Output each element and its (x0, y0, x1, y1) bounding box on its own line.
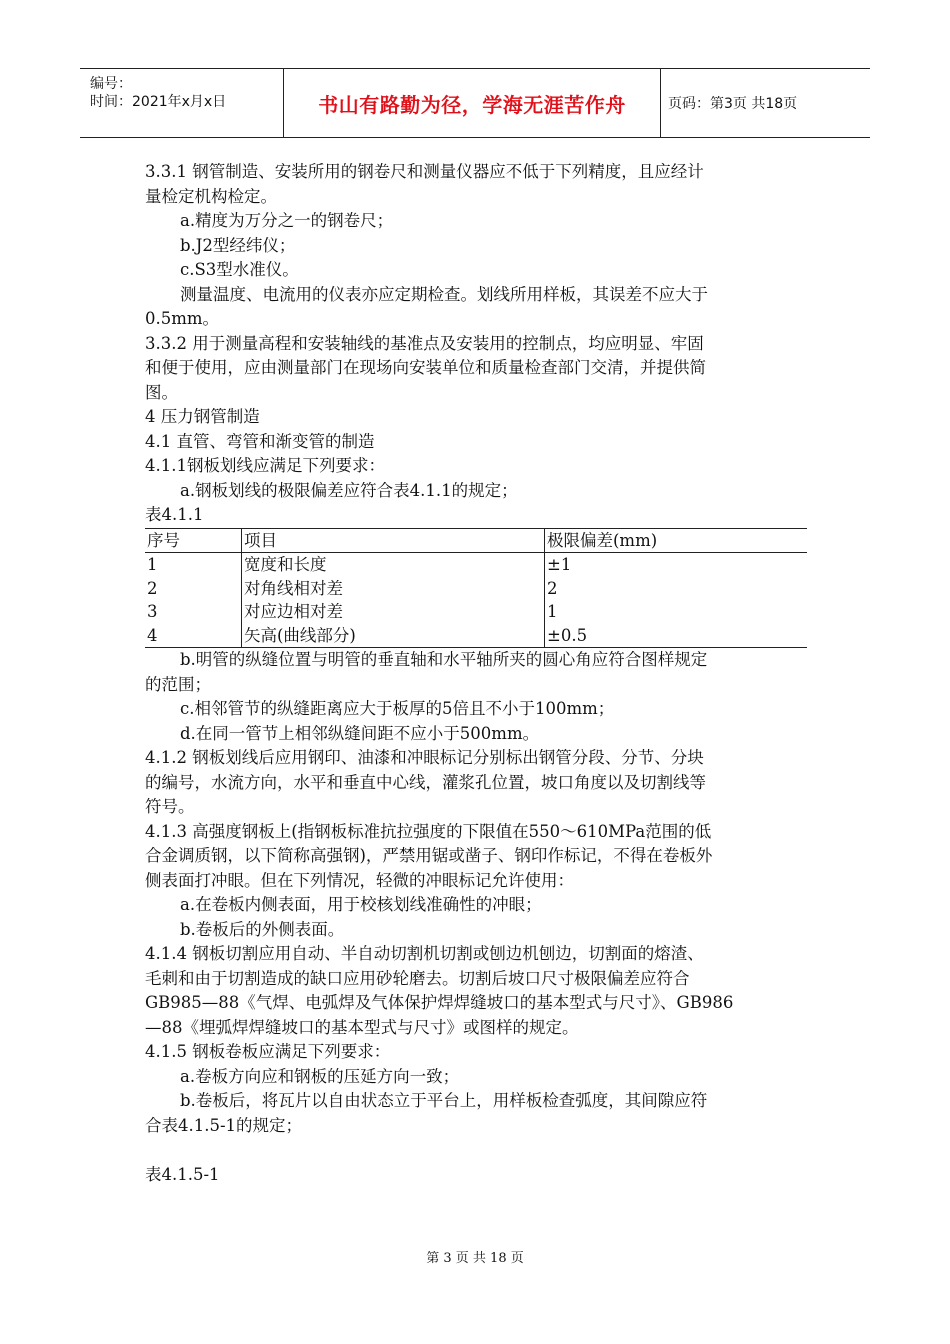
text-line: 4 压力钢管制造 (145, 407, 260, 426)
text-line: 表4.1.5-1 (145, 1164, 220, 1184)
table-row (145, 553, 807, 577)
text-line: 3.3.1 钢管制造、安装所用的钢卷尺和测量仪器应不低于下列精度，且应经计 (145, 162, 704, 181)
document-body (145, 160, 810, 1187)
text-line: b.J2型经纬仪； (180, 235, 296, 255)
text-line: 3.3.2 用于测量高程和安装轴线的基准点及安装用的控制点，均应明显、牢固 (145, 333, 704, 353)
text-line: 符号。 (145, 797, 195, 816)
table-row (145, 624, 807, 648)
table-header-cell: 项目 (242, 528, 545, 553)
table-row (145, 600, 807, 624)
text-line: 4.1.1钢板划线应满足下列要求： (145, 456, 385, 475)
text-line: GB985—88《气焊、电弧焊及气体保护焊焊缝坡口的基本型式与尺寸》、GB986 (145, 993, 734, 1012)
table-cell: 宽度和长度 (242, 553, 545, 577)
text-line: c.S3型水准仪。 (180, 260, 299, 279)
text-line: 4.1.4 钢板切割应用自动、半自动切割机切割或刨边机刨边，切割面的熔渣、 (145, 944, 704, 963)
table-cell: 2 (545, 577, 808, 601)
text-line: —88《埋弧焊焊缝坡口的基本型式与尺寸》或图样的规定。 (145, 1017, 579, 1037)
table-cell: 2 (147, 578, 158, 598)
text-line: b.卷板后的外侧表面。 (180, 919, 345, 939)
text-line: 的范围； (145, 674, 211, 694)
text-line: 测量温度、电流用的仪表亦应定期检查。划线所用样板，其误差不应大于 (180, 284, 708, 304)
text-line: 0.5mm。 (145, 309, 220, 328)
table-cell: 4 (145, 624, 242, 648)
table-cell: 3 (147, 602, 158, 621)
text-line: d.在同一管节上相邻纵缝间距不应小于500mm。 (180, 723, 540, 743)
text-line (145, 1138, 810, 1163)
table-cell: 1 (545, 600, 808, 624)
text-line: 侧表面打冲眼。但在下列情况，轻微的冲眼标记允许使用： (145, 870, 574, 890)
page-footer: 第 3 页 共 18 页 (426, 1251, 524, 1266)
text-block-b (145, 648, 810, 1187)
table-header-cell: 序号 (145, 528, 242, 553)
time-label: 时间：2021年x月x日 (90, 94, 227, 110)
table-cell: 矢高(曲线部分) (242, 624, 545, 648)
table-cell: 对角线相对差 (242, 577, 545, 601)
header-page-info: 页码：第3页 共18页 (668, 96, 798, 112)
text-line: a.在卷板内侧表面，用于校核划线准确性的冲眼； (180, 895, 542, 914)
text-line: b.明管的纵缝位置与明管的垂直轴和水平轴所夹的圆心角应符合图样规定 (180, 650, 708, 669)
table-header-cell: 极限偏差(mm) (545, 528, 808, 553)
text-line: 的编号，水流方向，水平和垂直中心线，灌浆孔位置，坡口角度以及切割线等 (145, 772, 706, 792)
table-row (145, 577, 807, 601)
table-header-row (145, 528, 807, 553)
text-line: 表4.1.1 (145, 505, 204, 524)
table-cell: ±1 (545, 553, 808, 577)
text-line: b.卷板后，将瓦片以自由状态立于平台上，用样板检查弧度，其间隙应符 (180, 1091, 708, 1110)
header-meta (80, 69, 283, 137)
text-line: 毛刺和由于切割造成的缺口应用砂轮磨去。切割后坡口尺寸极限偏差应符合 (145, 968, 690, 988)
text-line: 4.1.3 高强度钢板上(指钢板标准抗拉强度的下限值在550～610MPa范围的低 (145, 821, 712, 841)
text-line: a.卷板方向应和钢板的压延方向一致； (180, 1066, 460, 1086)
text-line: 4.1.2 钢板划线后应用钢印、油漆和冲眼标记分别标出钢管分段、分节、分块 (145, 748, 704, 767)
text-line: 合表4.1.5-1的规定； (145, 1115, 303, 1135)
table-cell: 对应边相对差 (242, 600, 545, 624)
page-header (80, 68, 870, 138)
text-line: 图。 (145, 382, 178, 402)
header-motto: 书山有路勤为径，学海无涯苦作舟 (318, 92, 626, 117)
number-label: 编号： (90, 76, 132, 92)
text-line: 和便于使用，应由测量部门在现场向安装单位和质量检查部门交清，并提供简 (145, 358, 706, 377)
table-cell: 1 (147, 555, 158, 574)
text-line: a.钢板划线的极限偏差应符合表4.1.1的规定； (180, 480, 518, 500)
header-motto-cell (283, 69, 661, 137)
text-line: c.相邻管节的纵缝距离应大于板厚的5倍且不小于100mm； (180, 699, 615, 718)
text-line: 4.1.5 钢板卷板应满足下列要求： (145, 1042, 391, 1061)
table-4-1-1 (145, 528, 807, 649)
text-line: a.精度为万分之一的钢卷尺； (180, 211, 394, 230)
text-block-a (145, 160, 810, 528)
text-line: 合金调质钢，以下简称高强钢)，严禁用锯或凿子、钢印作标记，不得在卷板外 (145, 846, 713, 865)
table-cell: ±0.5 (545, 624, 808, 648)
text-line: 4.1 直管、弯管和渐变管的制造 (145, 431, 375, 451)
text-line: 量检定机构检定。 (145, 186, 277, 206)
header-page-cell (660, 69, 870, 137)
